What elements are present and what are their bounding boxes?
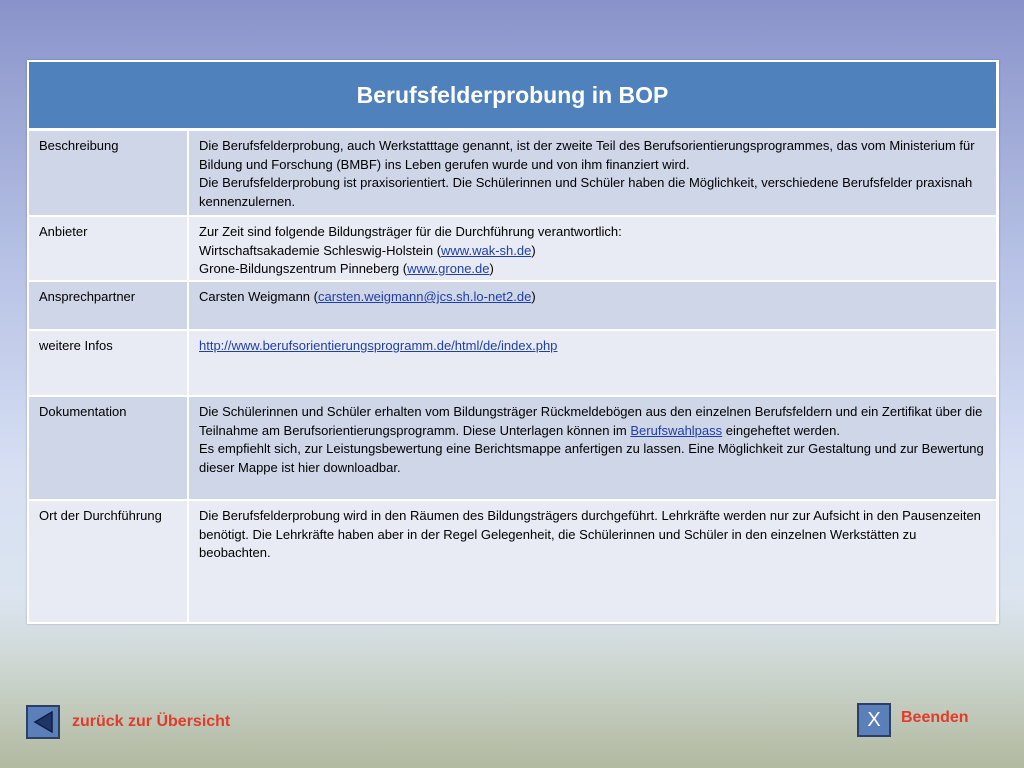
back-button[interactable] (26, 705, 60, 739)
anbieter-line-3: Grone-Bildungszentrum Pinneberg (www.grone.de) (199, 261, 494, 277)
value-infos (189, 331, 996, 395)
label-dokumentation: Dokumentation (29, 397, 189, 499)
dokumentation-para-1: Die Schülerinnen und Schüler erhalten vom Bildungsträger Rückmeldebögen aus den einzelnen Berufsfeldern und ein Zertifikat über die Teilnahme am Berufsorientierungsprogramm. Diese Unterlagen können im Berufswahlpass eingeheftet werden. (199, 404, 983, 438)
link-wak-sh[interactable]: www.wak-sh.de (441, 242, 532, 258)
label-ansprechpartner: Ansprechpartner (29, 282, 189, 329)
label-ort: Ort der Durchführung (29, 501, 189, 622)
dokumentation-para-2: Es empfiehlt sich, zur Leistungsbewertung eine Berichtsmappe anfertigen zu lassen. Eine Möglichkeit zur Gestaltung und zur Bewertung dieser Mappe ist hier downloadbar. (199, 441, 984, 475)
back-nav[interactable] (26, 705, 230, 739)
row-infos (29, 331, 996, 395)
link-email[interactable]: carsten.weigmann@jcs.sh.lo-net2.de (317, 289, 532, 304)
label-infos: weitere Infos (29, 331, 189, 395)
link-grone[interactable]: www.grone.de (407, 261, 490, 277)
info-table (27, 60, 999, 624)
row-ort (29, 501, 996, 622)
value-anbieter (189, 217, 996, 280)
triangle-left-icon (32, 710, 54, 734)
close-label[interactable]: Beenden (901, 709, 969, 726)
link-bop-site[interactable]: http://www.berufsorientierungsprogramm.de/html/de/index.php (199, 338, 558, 353)
link-berufswahlpass[interactable]: Berufswahlpass (630, 422, 723, 438)
value-ort: Die Berufsfelderprobung wird in den Räumen des Bildungsträgers durchgeführt. Lehrkräfte werden nur zur Aufsicht in den Pausenzeiten benötigt. Die Lehrkräfte haben aber in der Regel Gelegenheit, die Schülerinnen und Schüler in den einzelnen Werkstätten zu beobachten. (189, 501, 996, 622)
row-dokumentation (29, 397, 996, 499)
anbieter-line-2: Wirtschaftsakademie Schleswig-Holstein (www.wak-sh.de) (199, 242, 536, 258)
close-nav[interactable] (857, 703, 969, 737)
row-anbieter (29, 217, 996, 280)
value-beschreibung: Die Berufsfelderprobung, auch Werkstatttage genannt, ist der zweite Teil des Berufsorientierungsprogrammes, das vom Ministerium für Bildung und Forschung (BMBF) ins Leben gerufen wurde und von ihm finanziert wird. Die Berufsfelderprobung ist praxisorientiert. Die Schülerinnen und Schüler haben die Möglichkeit, verschiedene Berufsfelder praxisnah kennenzulernen. (189, 131, 996, 215)
close-icon[interactable]: X (857, 703, 891, 737)
label-beschreibung: Beschreibung (29, 131, 189, 215)
value-dokumentation (189, 397, 996, 499)
anbieter-line-1: Zur Zeit sind folgende Bildungsträger für die Durchführung verantwortlich: (199, 224, 622, 239)
row-beschreibung (29, 131, 996, 215)
row-ansprechpartner (29, 282, 996, 329)
table-title: Berufsfelderprobung in BOP (29, 62, 996, 131)
back-label[interactable]: zurück zur Übersicht (72, 713, 231, 730)
value-ansprechpartner: Carsten Weigmann (carsten.weigmann@jcs.sh.lo-net2.de) (189, 282, 996, 329)
label-anbieter: Anbieter (29, 217, 189, 280)
